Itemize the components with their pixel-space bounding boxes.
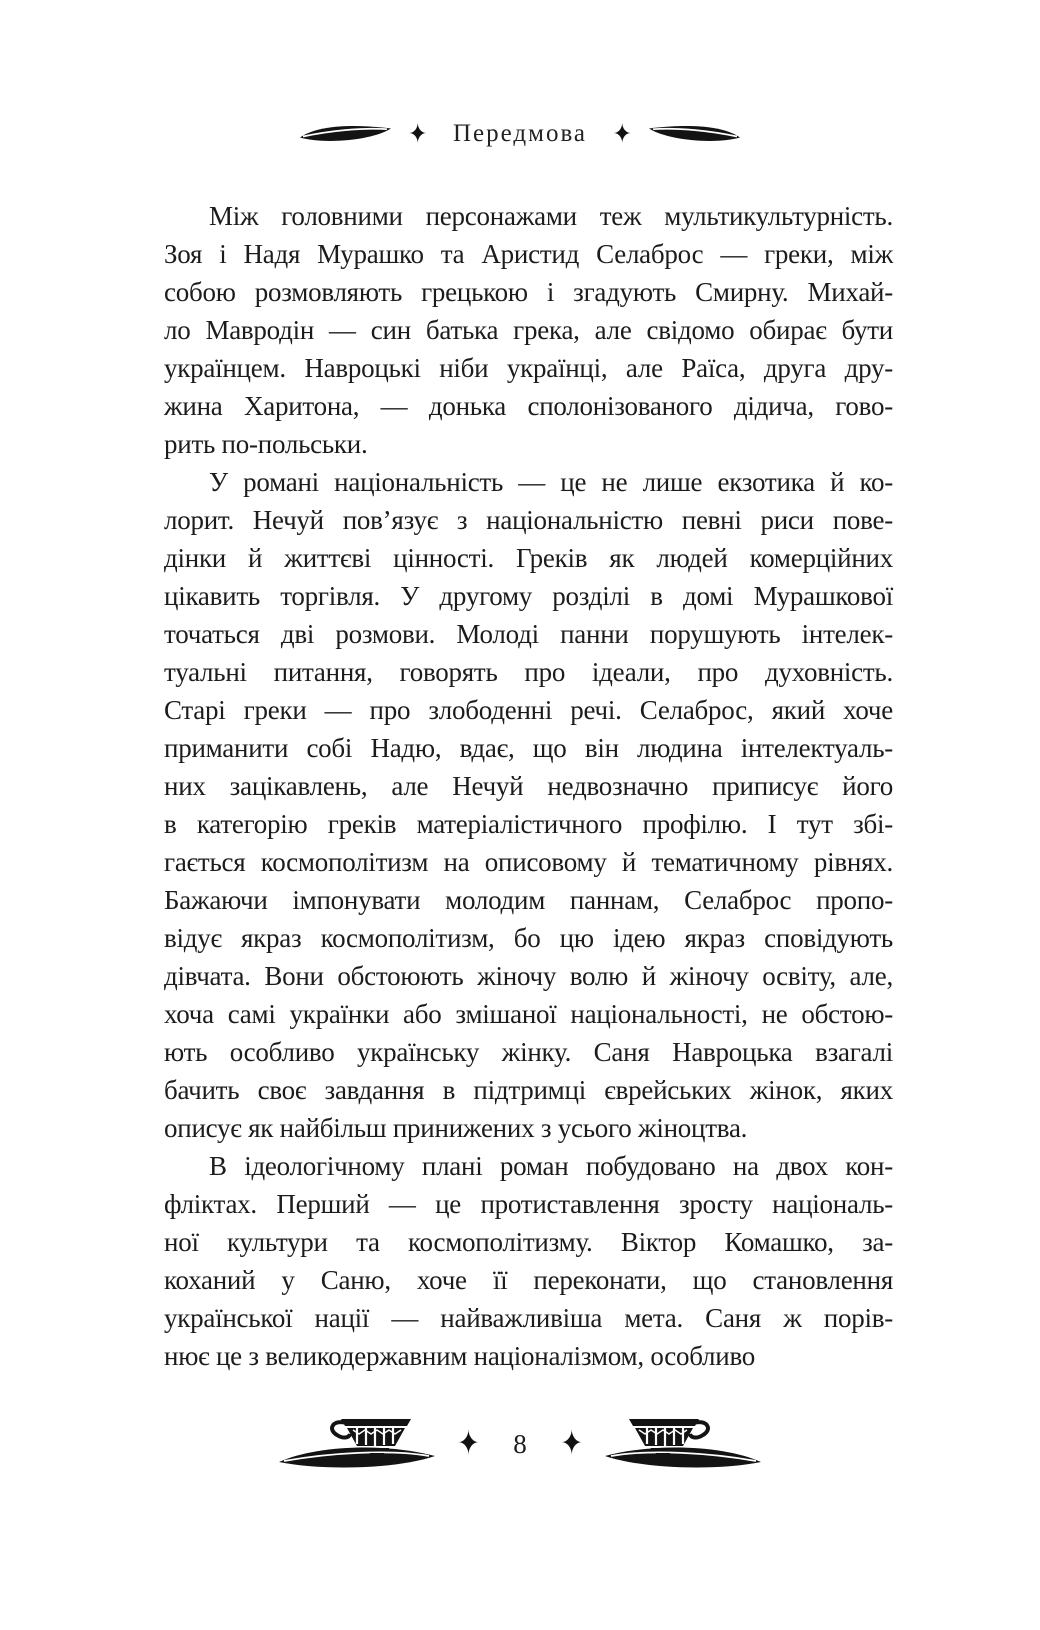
diamond-ornament-icon: ✦: [560, 1424, 583, 1463]
text-line: нює це з великодержавним націоналізмом, особливо: [164, 1341, 756, 1371]
text-line: приманити собі Надю, вдає, що він людина інтелектуаль-: [164, 733, 893, 763]
text-line: рить по-польськи.: [164, 429, 368, 459]
urn-leaf-ornament-icon: [601, 1416, 763, 1472]
text-line: бачить своє завдання в підтримці єврейських жінок, яких: [164, 1075, 893, 1105]
text-line: собою розмовляють грецькою і згадують Смирну. Михай-: [164, 277, 893, 307]
page-number: 8: [513, 1428, 527, 1459]
page-footer: [0, 1412, 1040, 1476]
body-text: [164, 197, 893, 1375]
text-line: туальні питання, говорять про ідеали, про духовність.: [164, 657, 893, 687]
text-line: ло Мавродін — син батька грека, але свідомо обирає бути: [164, 315, 893, 345]
diamond-ornament-icon: ✦: [408, 117, 427, 149]
text-line: в категорію греків матеріалістичного профілю. І тут збі-: [164, 809, 893, 839]
leaf-ornament-icon: [647, 122, 741, 146]
urn-leaf-ornament-icon: [277, 1416, 439, 1472]
text-line: цікавить торгівля. У другому розділі в домі Мурашкової: [164, 581, 893, 611]
text-line: ють особливо українську жінку. Саня Навроцька взагалі: [164, 1037, 893, 1067]
text-line: Старі греки — про злободенні речі. Селаброс, який хоче: [164, 695, 893, 725]
text-line: коханий у Саню, хоче її переконати, що становлення: [164, 1265, 893, 1295]
paragraph: [164, 1147, 893, 1375]
text-line: фліктах. Перший — це протиставлення зросту національ-: [164, 1189, 893, 1219]
text-line: дівчата. Вони обстоюють жіночу волю й жіночу освіту, але,: [164, 961, 893, 991]
text-line: Зоя і Надя Мурашко та Аристид Селаброс — греки, між: [164, 239, 893, 269]
chapter-header: [0, 112, 1040, 156]
text-line: В ідеологічному плані роман побудовано на двох кон-: [209, 1151, 893, 1181]
text-line: українцем. Навроцькі ніби українці, але Раїса, друга дру-: [164, 353, 893, 383]
chapter-title: Передмова: [452, 120, 588, 147]
paragraph: [164, 197, 893, 463]
text-line: Бажаючи імпонувати молодим паннам, Селаброс пропо-: [164, 885, 893, 915]
text-line: дінки й життєві цінності. Греків як людей комерційних: [164, 543, 893, 573]
diamond-ornament-icon: ✦: [613, 117, 632, 149]
paragraph: [164, 463, 893, 1147]
diamond-ornament-icon: ✦: [457, 1424, 480, 1463]
text-line: української нації — найважливіша мета. Саня ж порів-: [164, 1303, 893, 1333]
text-line: гається космополітизм на описовому й тематичному рівнях.: [164, 847, 893, 877]
text-line: відує якраз космополітизм, бо цю ідею якраз сповідують: [164, 923, 893, 953]
text-line: ної культури та космополітизму. Віктор Комашко, за-: [164, 1227, 893, 1257]
text-line: них зацікавлень, але Нечуй недвозначно приписує його: [164, 771, 893, 801]
text-line: описує як найбільш принижених з усього жіноцтва.: [164, 1113, 748, 1143]
text-line: лорит. Нечуй пов’язує з національністю певні риси пове-: [164, 505, 893, 535]
text-line: У романі національність — це не лише екзотика й ко-: [209, 467, 893, 497]
text-line: жина Харитона, — донька сполонізованого дідича, гово-: [164, 391, 893, 421]
text-line: хоча самі українки або змішаної національності, не обстою-: [164, 999, 893, 1029]
text-line: Між головними персонажами теж мультикультурність.: [209, 201, 893, 231]
text-line: точаться дві розмови. Молоді панни порушують інтелек-: [164, 619, 893, 649]
leaf-ornament-icon: [299, 122, 393, 146]
